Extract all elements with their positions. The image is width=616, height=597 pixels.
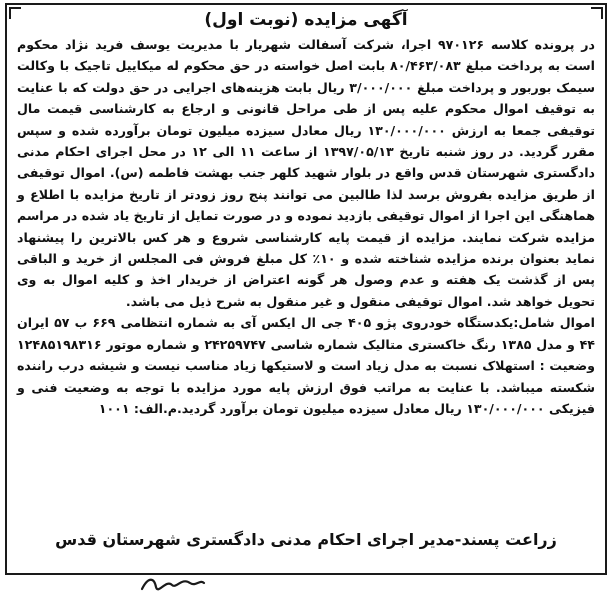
notice-body	[17, 34, 595, 419]
notice-paragraph-property: اموال شامل:یکدستگاه خودروی پژو ۴۰۵ جی ال ایکس آی به شماره انتظامی ۶۶۹ ب ۵۷ ایران ۴۴ و مدل ۱۳۸۵ رنگ خاکستری متالیک شماره شاسی ۲۴۲۵۹۷۴۷ و شماره موتور ۱۲۴۸۵۱۹۸۳۱۶ وضعیت : استهلاک نسبت به مدل زیاد است و لاستیکها زیاد مناسب نیست و شیشه درب راننده شکسته میباشد. با عنایت به مراتب فوق ارزش پایه مورد مزایده با توجه به وضعیت فنی و فیزیکی ۱۳۰/۰۰۰/۰۰۰ ریال معادل سیزده میلیون تومان برآورد گردید.م.الف: ۱۰۰۱	[17, 315, 595, 416]
handwritten-mark	[138, 573, 208, 597]
notice-title: آگهی مزایده (نوبت اول)	[204, 10, 408, 30]
notice-paragraph-main: در پرونده کلاسه ۹۷۰۱۲۶ اجرا، شرکت آسفالت شهریار با مدیریت یوسف فرید نژاد محکوم است به پرداخت مبلغ ۸۰/۴۶۳/۰۸۳ بابت اصل خواسته در حق محکوم له میکاییل تاجیک با وکالت سیمک بوربور و پرداخت مبلغ ۳/۰۰۰/۰۰۰ ریال بابت هزینه‌های اجرایی در حق دولت که با عنایت به توقیف اموال محکوم علیه پس از طی مراحل قانونی و ارجاع به کارشناسی قیمت مال توقیفی جمعا به ارزش ۱۳۰/۰۰۰/۰۰۰ ریال معادل سیزده میلیون تومان برآورده شده و سپس مقرر گردید. در روز شنبه تاریخ ۱۳۹۷/۰۵/۱۳ از ساعت ۱۱ الی ۱۲ در محل اجرای احکام مدنی دادگستری شهرستان قدس واقع در بلوار شهید کلهر جنب بهشت فاطمه (س). اموال توقیفی از طریق مزایده بفروش برسد لذا طالبین می توانند پنج روز زودتر از تاریخ مزایده با اطلاع و هماهنگی این اجرا از اموال توقیفی بازدید نموده و در صورت تمایل از تاریخ یاد شده در مراسم مزایده شرکت نمایند. مزایده از قیمت پایه کارشناسی شروع و هر کس بالاترین را پیشنهاد نماید بعنوان برنده مزایده شناخته شده و ۱۰٪ کل مبلغ فروش فی المجلس از خرید و الباقی پس از گذشت یک هفته و عدم وصول هر گونه اعتراض از خریدار اخذ و کلیه اموال به وی تحویل خواهد شد. اموال توقیفی منقول و غیر منقول به شرح ذیل می باشد.	[17, 37, 596, 309]
notice-signature: زراعت پسند-مدیر اجرای احکام مدنی دادگستری شهرستان قدس	[55, 530, 557, 549]
notice-frame	[5, 3, 607, 575]
